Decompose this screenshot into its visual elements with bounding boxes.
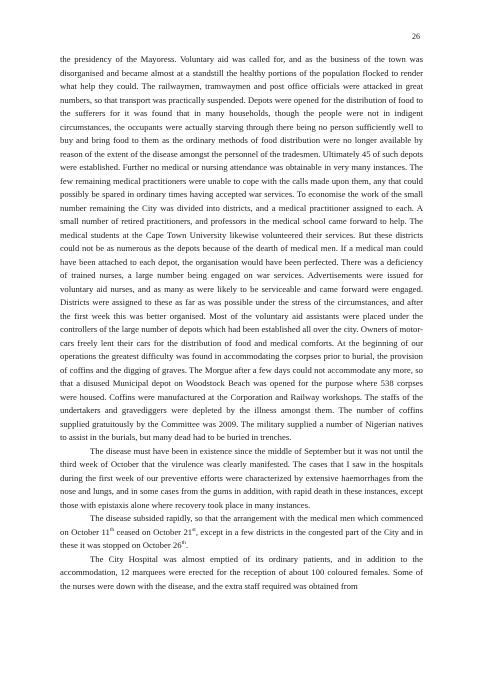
paragraph: The City Hospital was almost emptied of its ordinary patients, and in addition to the accommodation, 12 marquees were erected for the reception of about 100 coloured females. Some of the nurses were down with the disease, and the extra staff required was obtained from <box>60 553 423 591</box>
ordinal-suffix: th <box>181 540 186 547</box>
text-run: , except in a few districts in the congested part of the City and in these it was stopped on October 26 <box>60 526 423 550</box>
paragraph: the presidency of the Mayoress. Voluntary aid was called for, and as the business of the town was disorganised and became almost at a standstill the healthy portions of the population flocked to render what help they could. The railwaymen, tramwaymen and post office officials were attacked in great numbers, so that transport was practically suspended. Depots were opened for the distribution of food to the sufferers for it was found that in many households, though the people were not in indigent circumstances, the occupants were actually starving through there being no person sufficiently well to buy and bring food to them as the ordinary methods of food distribution were no longer available by reason of the extent of the disease amongst the personnel of the tradesmen. Ultimately 45 of such depots were established. Further no medical or nursing attendance was obtainable in very many instances. The few remaining medical practitioners were unable to cope with the calls made upon them, any that could possibly be spared in ordinary times having accepted war services. To economise the work of the small number remaining the City was divided into districts, and a medical practitioner assigned to each. A small number of retired practitioners, and professors in the medical school came forward to help. The medical students at the Cape Town University likewise volunteered their services. But these districts could not be as numerous as the depots because of the dearth of medical men. If a medical man could have been attached to each depot, the organisation would have been perfected. There was a deficiency of trained nurses, a large number being engaged on war services. Advertisements were issued for voluntary aid nurses, and as many as were likely to be serviceable and came forward were engaged. Districts were assigned to these as far as was possible under the stress of the circumstances, and after the first week this was better organised. Most of the voluntary aid assistants were placed under the controllers of the large number of depots which had been established all over the city. Owners of motor-cars freely lent their cars for the distribution of food and medical comforts. At the beginning of our operations the greatest difficulty was found in accommodating the corpses prior to burial, the provision of coffins and the digging of graves. The Morgue after a few days could not accommodate any more, so that a disused Municipal depot on Woodstock Beach was opened for the purpose where 538 corpses were housed. Coffins were manufactured at the Corporation and Railway workshops. The staffs of the undertakers and gravediggers were depleted by the illness amongst them. The number of coffins supplied gratuitously by the Committee was 2009. The military supplied a number of Nigerian natives to assist in the burials, but many dead had to be buried in trenches. <box>60 54 423 442</box>
paragraph <box>60 512 423 553</box>
ordinal-suffix: th <box>109 526 115 533</box>
ordinal-suffix: st <box>192 526 196 533</box>
page-number: 26 <box>412 32 420 41</box>
text-run: The disease subsided rapidly, so that the arrangement with the medical men which commenced on October 11 <box>60 513 423 537</box>
text-run: ceased on October 21 <box>114 526 193 537</box>
text-run: . <box>185 540 189 550</box>
body-text <box>60 53 423 593</box>
paragraph: The disease must have been in existence since the middle of September but it was not until the third week of October that the virulence was clearly manifested. The cases that I saw in the hospitals during the first week of our preventive efforts were characterized by extensive haemorrhages from the nose and lungs, and in some cases from the gums in addition, with rapid death in these instances, except those with epistaxis alone where recovery took place in many instances. <box>60 445 423 510</box>
